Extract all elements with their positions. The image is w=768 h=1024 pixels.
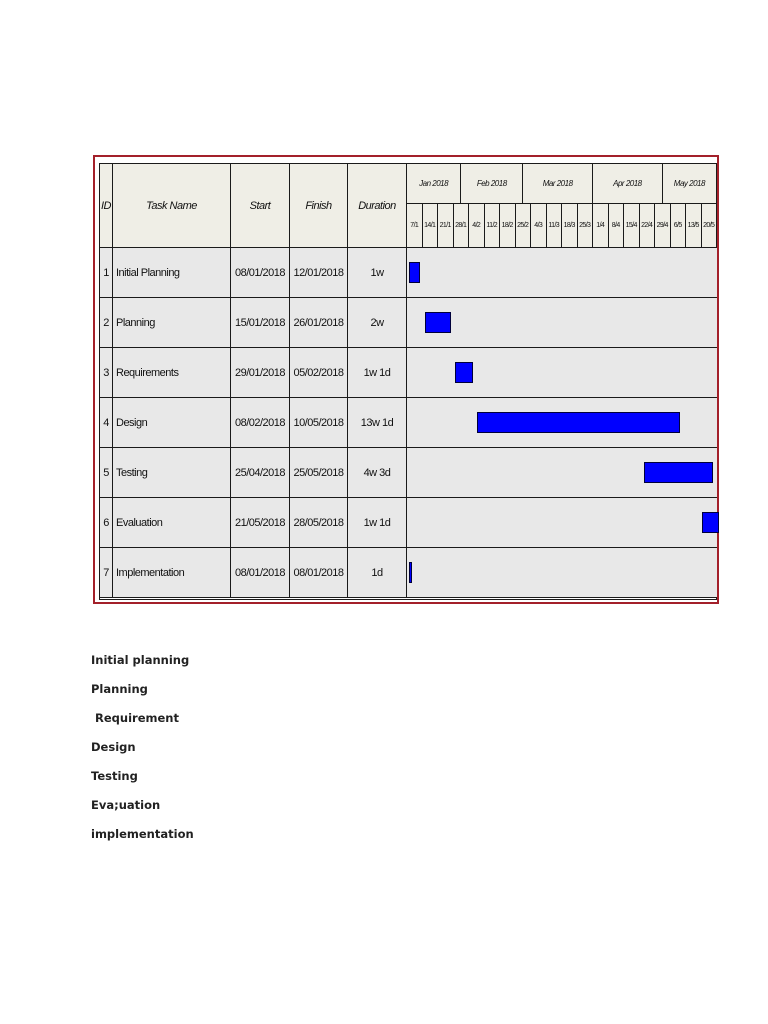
task-finish: 05/02/2018 [290, 348, 348, 398]
week-tick-label: 29/4 [655, 204, 671, 248]
note-requirement: Requirement [91, 711, 179, 725]
task-bar [644, 462, 712, 483]
task-id: 4 [100, 398, 113, 448]
task-name: Planning [113, 298, 231, 348]
week-tick-label: 28/1 [454, 204, 470, 248]
task-name: Evaluation [113, 498, 231, 548]
gantt-chart [93, 155, 719, 604]
task-id: 7 [100, 548, 113, 598]
task-id: 2 [100, 298, 113, 348]
task-duration: 1w [348, 248, 407, 298]
week-tick-label: 11/3 [547, 204, 563, 248]
week-tick-label: 4/2 [469, 204, 485, 248]
week-tick-label: 22/4 [640, 204, 656, 248]
row-divider [407, 447, 717, 448]
week-tick-label: 18/2 [500, 204, 516, 248]
header-id: ID [100, 164, 113, 248]
month-label: Jan 2018 [407, 164, 461, 204]
task-duration: 1w 1d [348, 498, 407, 548]
task-duration: 1w 1d [348, 348, 407, 398]
week-tick-label: 15/4 [624, 204, 640, 248]
row-divider [407, 347, 717, 348]
month-label: Mar 2018 [523, 164, 593, 204]
task-duration: 4w 3d [348, 448, 407, 498]
task-finish: 10/05/2018 [290, 398, 348, 448]
task-duration: 1d [348, 548, 407, 598]
task-bar [409, 262, 420, 283]
week-tick-label: 13/5 [686, 204, 702, 248]
task-start: 08/01/2018 [231, 548, 290, 598]
task-finish: 25/05/2018 [290, 448, 348, 498]
task-name: Requirements [113, 348, 231, 398]
note-evaluation: Eva;uation [91, 798, 161, 812]
week-tick-label: 20/5 [702, 204, 718, 248]
row-divider [407, 497, 717, 498]
month-label: Apr 2018 [593, 164, 663, 204]
row-divider [407, 397, 717, 398]
task-bar [455, 362, 473, 383]
note-design: Design [91, 740, 136, 754]
task-start: 21/05/2018 [231, 498, 290, 548]
note-testing: Testing [91, 769, 138, 783]
week-tick-label: 7/1 [407, 204, 423, 248]
note-planning: Planning [91, 682, 148, 696]
row-divider [407, 297, 717, 298]
task-finish: 12/01/2018 [290, 248, 348, 298]
task-notes-list [91, 652, 194, 855]
week-tick-label: 8/4 [609, 204, 625, 248]
month-label: May 2018 [663, 164, 717, 204]
task-name: Testing [113, 448, 231, 498]
task-start: 29/01/2018 [231, 348, 290, 398]
task-finish: 08/01/2018 [290, 548, 348, 598]
week-tick-label: 1/4 [593, 204, 609, 248]
row-divider [407, 597, 717, 598]
note-implementation: implementation [91, 827, 194, 841]
task-id: 6 [100, 498, 113, 548]
task-duration: 13w 1d [348, 398, 407, 448]
task-name: Initial Planning [113, 248, 231, 298]
row-divider [407, 547, 717, 548]
week-tick-label: 11/2 [485, 204, 501, 248]
task-bar [425, 312, 451, 333]
task-finish: 28/05/2018 [290, 498, 348, 548]
week-tick-label: 25/3 [578, 204, 594, 248]
task-duration: 2w [348, 298, 407, 348]
task-name: Implementation [113, 548, 231, 598]
task-start: 08/01/2018 [231, 248, 290, 298]
week-tick-label: 18/3 [562, 204, 578, 248]
header-duration: Duration [348, 164, 407, 248]
task-bar [702, 512, 720, 533]
week-tick-label: 6/5 [671, 204, 687, 248]
task-start: 25/04/2018 [231, 448, 290, 498]
week-tick-label: 21/1 [438, 204, 454, 248]
task-start: 08/02/2018 [231, 398, 290, 448]
week-tick-label: 4/3 [531, 204, 547, 248]
task-name: Design [113, 398, 231, 448]
task-id: 3 [100, 348, 113, 398]
month-label: Feb 2018 [461, 164, 523, 204]
task-bar [409, 562, 412, 583]
week-tick-label: 14/1 [423, 204, 439, 248]
header-start: Start [231, 164, 290, 248]
task-bar [477, 412, 679, 433]
header-task-name: Task Name [113, 164, 231, 248]
task-id: 5 [100, 448, 113, 498]
task-finish: 26/01/2018 [290, 298, 348, 348]
note-initial-planning: Initial planning [91, 653, 190, 667]
task-start: 15/01/2018 [231, 298, 290, 348]
week-tick-label: 25/2 [516, 204, 532, 248]
header-finish: Finish [290, 164, 348, 248]
gantt-table [99, 163, 717, 600]
task-id: 1 [100, 248, 113, 298]
